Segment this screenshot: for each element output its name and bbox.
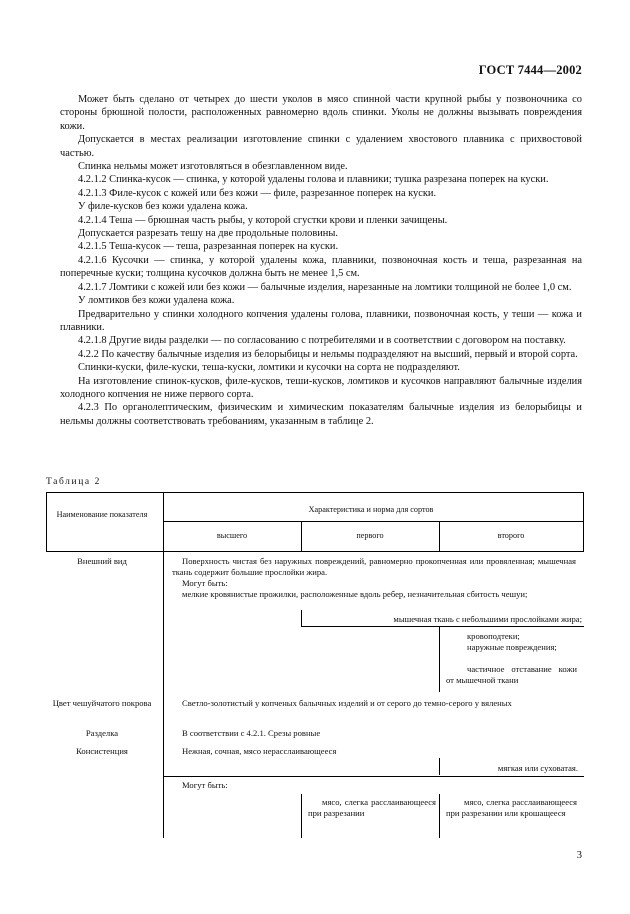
document-header: ГОСТ 7444—2002 [478,63,582,77]
appearance-first-second: мышечная ткань с небольшими прослойками жира; [393,614,582,624]
table-name-column-rule [163,492,164,838]
consistency-may-be: Могут быть: [182,780,228,790]
appearance-second-1: кровоподтеки; [467,631,520,641]
paragraph: 4.2.1.8 Другие виды разделки — по согласованию с потребителями и в соответствии с договором на поставку. [78,335,566,347]
row-name-cutting: Разделка [85,728,119,738]
cell-rule [301,626,584,627]
paragraph: 4.2.1.2 Спинка-кусок — спинка, у которой удалены голова и плавники; тушка разрезана поперек на куски. [78,174,549,186]
cutting-all-grades: В соответствии с 4.2.1. Срезы ровные [182,728,321,738]
table-left-rule [46,492,47,552]
cell-rule [439,627,440,692]
table-top-rule [46,492,584,493]
row-name-color: Цвет чешуйчатого покрова [52,698,152,708]
appearance-all-grades: Поверхность чистая без наружных повреждений, равномерно прокопченная или провяленная; мышечная ткань содержит большие прослойки жира. [172,556,576,577]
consistency-all-grades: Нежная, сочная, мясо нерасслаивающееся [182,746,337,756]
appearance-second-2: наружные повреждения; [467,642,557,652]
page-number: 3 [576,850,582,861]
table-header-rule [46,551,584,552]
row-name-consistency: Консистенция [76,746,128,756]
cell-rule [301,610,302,626]
paragraph: 4.2.1.6 Кусочки — спинка, у которой удалены кожа, плавники, позвоночная кость и теша, разрезанная на поперечные куски; толщина кусочков должна быть не менее 1,5 см. [60,254,582,280]
consistency-second: мягкая или суховатая. [497,763,578,773]
grade-divider-1 [301,521,302,552]
color-all-grades: Светло-золотистый у копченых балычных изделий и от серого до темно-серого у вяленых [182,698,512,708]
paragraph: Допускается в местах реализации изготовление спинки с удалением хвостового плавника с прихвостовой частью. [60,134,582,159]
body-text [60,93,582,428]
paragraph: 4.2.3 По органолептическим, физическим и химическим показателям балычные изделия из белорыбицы и нельмы должны соответствовать требованиям, указанным в таблице 2. [60,402,582,427]
paragraph: 4.2.2 По качеству балычные изделия из белорыбицы и нельмы подразделяют на высший, первый и второй сорта. [78,348,578,360]
grade-header-first: первого [356,531,384,540]
paragraph: На изготовление спинок-кусков, филе-кусков, теши-кусков, ломтиков и кусочков направляют балычные изделия холодного копчения не ниже первого сорта. [60,375,582,400]
grade-divider-2 [439,521,440,552]
column-header-name: Наименование показателя [56,510,148,519]
paragraph: 4.2.1.7 Ломтики с кожей или без кожи — балычные изделия, нарезанные на ломтики толщиной не более 1,0 см. [78,281,572,293]
consistency-second-2: мясо, слегка расслаивающееся при разрезании или крошащееся [446,797,577,818]
appearance-second-3: частичное отставание кожи от мышечной ткани [446,664,577,685]
paragraph: 4.2.1.4 Теша — брюшная часть рыбы, у которой сгустки крови и пленки зачищены. [78,214,448,226]
paragraph: Может быть сделано от четырех до шести уколов в мясо спинной части крупной рыбы у позвоночника со стороны брюшной полости, расположенных равномерно вдоль спинки. Уколы не должны вызывать повреждения кожи. [60,94,582,132]
appearance-all-grades-2: мелкие кровянистые прожилки, расположенные вдоль ребер, незначительная сбитость чешуи; [182,589,528,599]
paragraph: 4.2.1.5 Теша-кусок — теша, разрезанная поперек на куски. [78,241,339,253]
paragraph: У филе-кусков без кожи удалена кожа. [78,201,248,213]
grade-header-highest: высшего [216,531,248,540]
paragraph: Спинка нельмы может изготовляться в обезглавленном виде. [78,161,348,173]
table-2 [46,492,584,838]
cell-rule [439,758,440,775]
appearance-may-be: Могут быть: [182,578,228,588]
paragraph: Допускается разрезать тешу на две продольные половины. [78,228,338,240]
column-group-header: Характеристика и норма для сортов [308,505,434,514]
cell-rule [439,794,440,838]
row-name-appearance: Внешний вид [77,556,127,566]
table-subheader-rule [163,521,584,522]
paragraph: Предварительно у спинки холодного копчения удалены голова, плавники, позвоночная кость, у теши — кожа и плавники. [60,308,582,333]
paragraph: У ломтиков без кожи удалена кожа. [78,295,235,307]
paragraph: Спинки-куски, филе-куски, теша-куски, ломтики и кусочки на сорта не подразделяют. [78,362,460,374]
cell-rule [163,776,584,777]
consistency-first: мясо, слегка расслаивающееся при разрезании [308,797,436,818]
table-right-rule [583,492,584,552]
cell-rule [301,794,302,838]
grade-header-second: второго [497,531,525,540]
table-caption: Таблица 2 [46,477,102,487]
paragraph: 4.2.1.3 Филе-кусок с кожей или без кожи — филе, разрезанное поперек на куски. [78,187,437,199]
